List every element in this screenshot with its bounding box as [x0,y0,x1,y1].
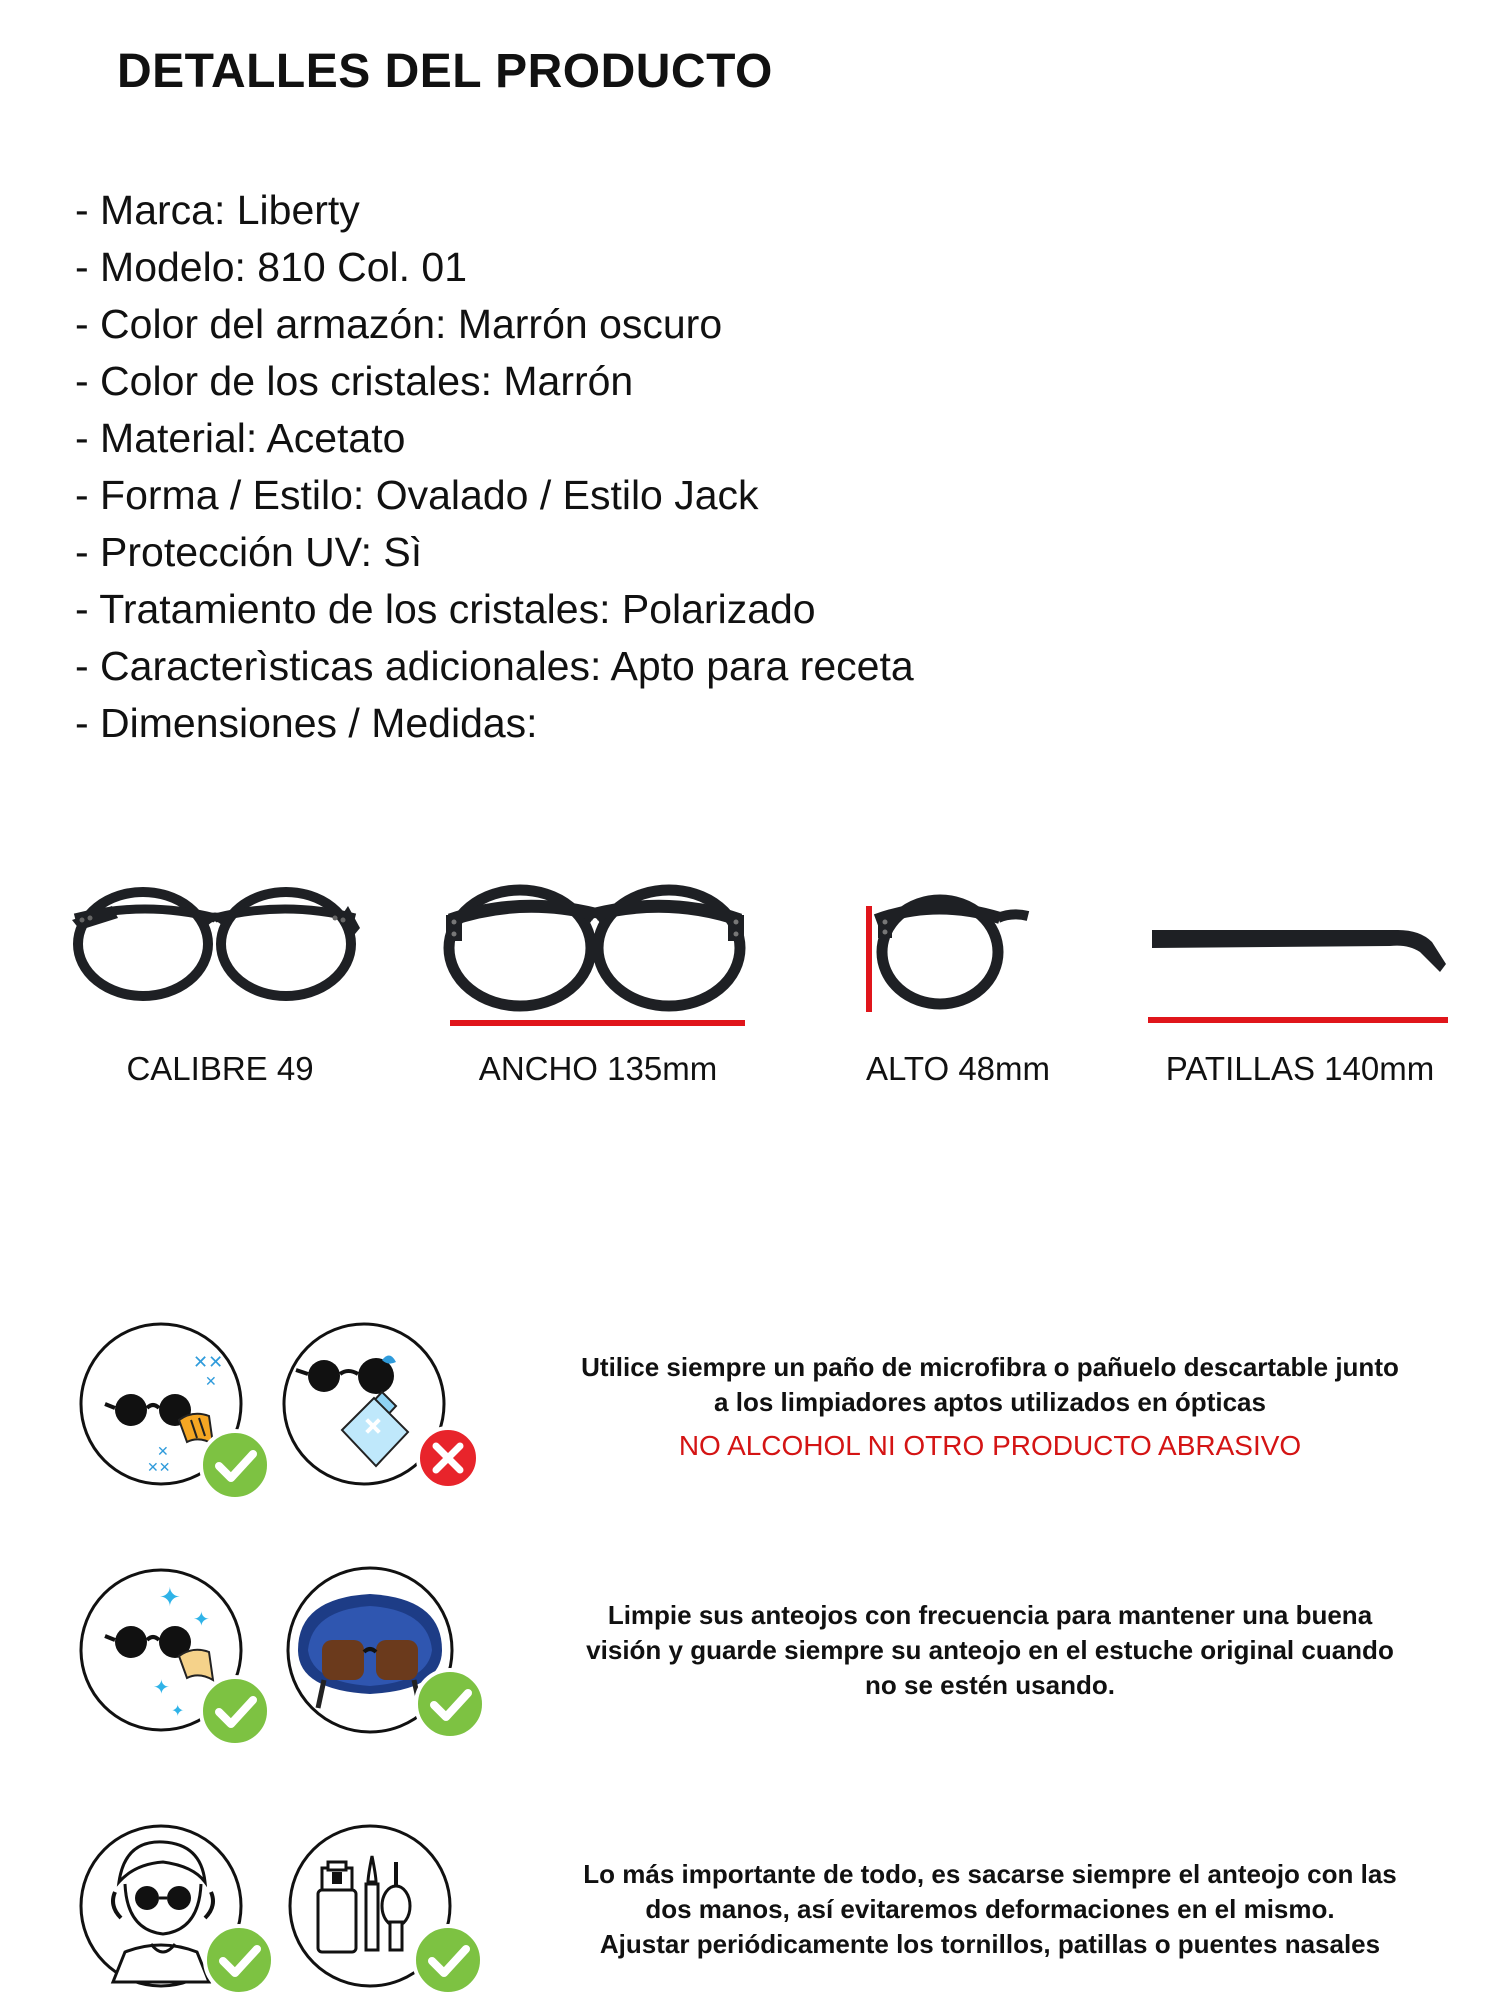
care-cloth-ok [75,1320,275,1515]
care-row3-line3: Ajustar periódicamente los tornillos, patillas o puentes nasales [599,1929,1381,1959]
svg-text:✕✕: ✕✕ [193,1352,224,1373]
detail-shape: - Forma / Estilo: Ovalado / Estilo Jack [75,472,759,518]
care-two-hands-ok [75,1822,285,2005]
care-row3-line2: dos manos, así evitaremos deformaciones en el mismo. [645,1894,1335,1924]
page-title: DETALLES DEL PRODUCTO [117,45,773,98]
care-row2-line3: no se estén usando. [865,1670,1115,1700]
width-label: ANCHO 135mm [478,1050,718,1087]
svg-text:✦: ✦ [153,1675,170,1699]
temple-icon [1148,930,1448,1020]
svg-text:✦: ✦ [171,1701,185,1720]
care-spray-no [278,1320,488,1515]
svg-text:✕: ✕ [157,1444,169,1460]
detail-uv: - Protección UV: Sì [75,529,423,575]
check-icon [414,1926,482,1994]
care-row3-line1: Lo más importante de todo, es sacarse siempre el anteojo con las [583,1859,1397,1889]
detail-lens-treatment: - Tratamiento de los cristales: Polarizado [75,586,816,632]
calibre-label: CALIBRE 49 [126,1050,314,1087]
care-row1-line2: a los limpiadores aptos utilizados en ópticas [714,1387,1266,1417]
detail-brand: - Marca: Liberty [75,187,360,233]
detail-material: - Material: Acetato [75,415,406,461]
detail-model: - Modelo: 810 Col. 01 [75,244,468,290]
detail-extra-features: - Caracterìsticas adicionales: Apto para receta [75,643,914,689]
glasses-height-icon [869,900,1028,1012]
check-icon [205,1926,273,1994]
svg-text:✕: ✕ [205,1374,217,1390]
detail-frame-color: - Color del armazón: Marrón oscuro [75,301,723,347]
cross-icon [418,1428,478,1488]
care-row1-warning: NO ALCOHOL NI OTRO PRODUCTO ABRASIVO [678,1430,1302,1461]
detail-lens-color: - Color de los cristales: Marrón [75,358,634,404]
glasses-width-icon [446,890,745,1023]
temple-label: PATILLAS 140mm [1165,1050,1435,1087]
care-tools-ok [284,1822,494,2005]
svg-text:✦: ✦ [159,1583,181,1613]
care-row1-line1: Utilice siempre un paño de microfibra o pañuelo descartable junto [581,1352,1399,1382]
check-icon [201,1677,269,1745]
detail-dimensions: - Dimensiones / Medidas: [75,700,538,746]
glasses-front-icon [72,892,360,996]
check-icon [201,1431,269,1499]
height-label: ALTO 48mm [866,1050,1050,1087]
care-case-ok [284,1558,494,1763]
care-clean-often-ok [75,1566,275,1761]
svg-text:✕✕: ✕✕ [147,1460,171,1476]
svg-text:✦: ✦ [193,1607,210,1631]
check-icon [416,1670,484,1738]
care-row2-line2: visión y guarde siempre su anteojo en el estuche original cuando [586,1635,1394,1665]
care-row2-line1: Limpie sus anteojos con frecuencia para mantener una buena [607,1600,1373,1630]
